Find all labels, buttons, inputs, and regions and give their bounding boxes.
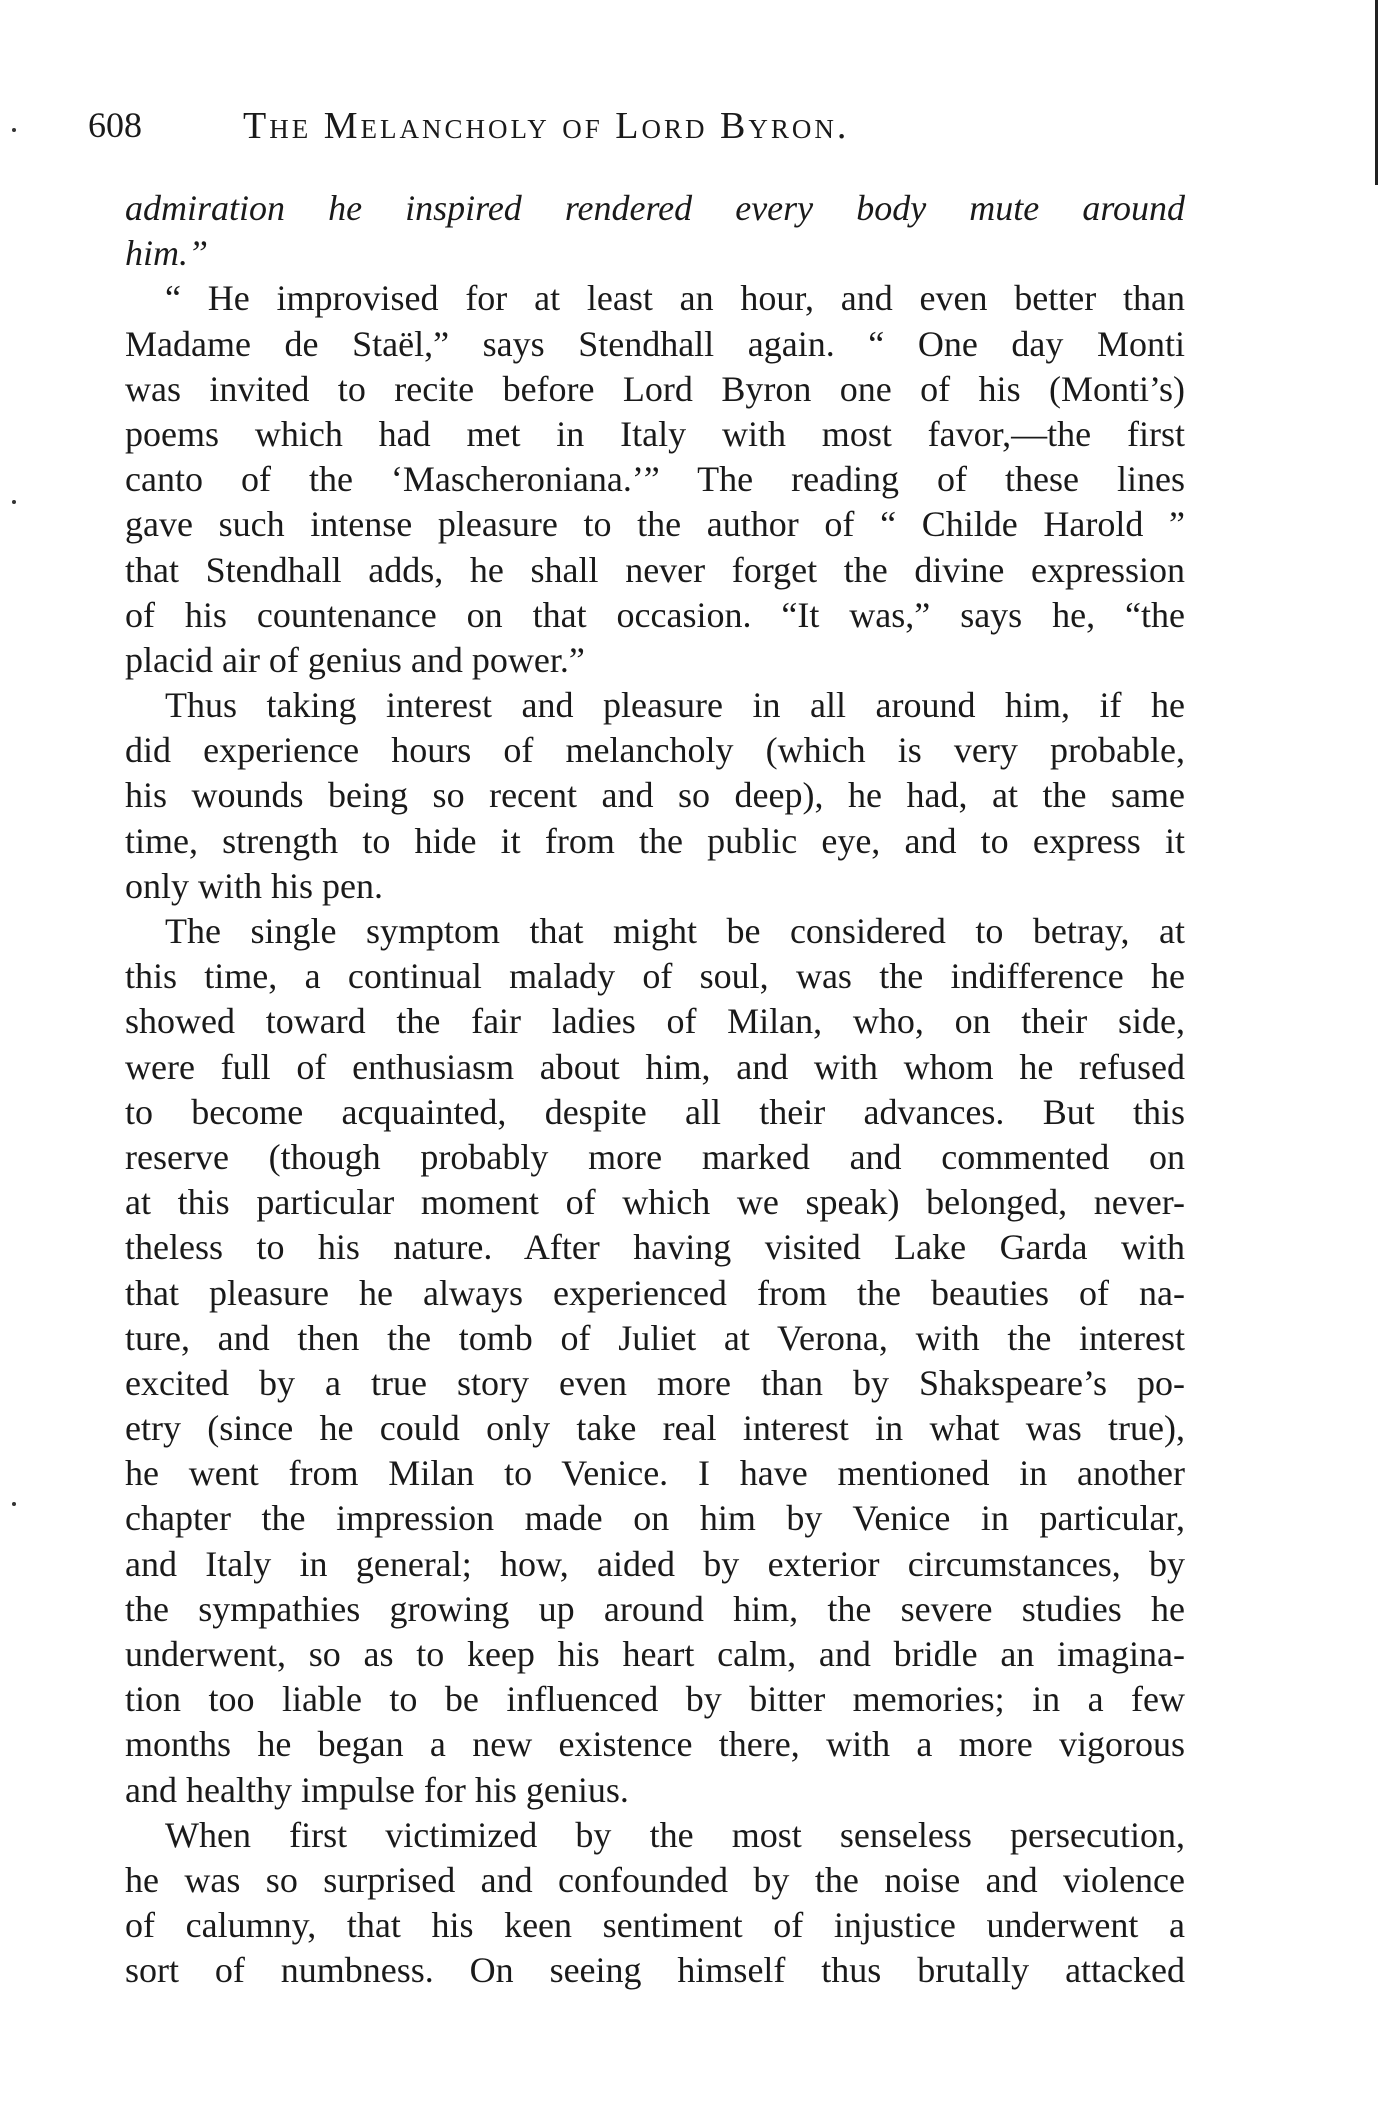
text-line: only with his pen. xyxy=(125,865,383,906)
text-line: admiration he inspired rendered every body mute around xyxy=(125,188,1185,228)
text-line: and Italy in general; how, aided by exterior circumstances, by xyxy=(125,1543,1185,1584)
text-line: poems which had met in Italy with most favor,—the first xyxy=(125,413,1185,454)
page-edge-rule xyxy=(1375,0,1378,185)
text-line: Madame de Staël,” says Stendhall again. “ One day Monti xyxy=(125,323,1185,364)
text-line: months he began a new existence there, with a more vigorous xyxy=(125,1724,1185,1765)
text-line: etry (since he could only take real interest in what was true), xyxy=(125,1408,1185,1449)
paragraph xyxy=(125,276,1185,683)
text-line: tion too liable to be influenced by bitter memories; in a few xyxy=(125,1679,1185,1720)
text-line: did experience hours of melancholy (which is very probable, xyxy=(125,730,1185,771)
paragraph xyxy=(125,186,1185,276)
text-line: to become acquainted, despite all their advances. But this xyxy=(125,1091,1185,1132)
paragraph xyxy=(125,1813,1185,1994)
text-line: showed toward the fair ladies of Milan, who, on their side, xyxy=(125,1001,1185,1042)
text-line: this time, a continual malady of soul, was the indifference he xyxy=(125,956,1185,997)
text-line: the sympathies growing up around him, the severe studies he xyxy=(125,1588,1185,1629)
text-line: sort of numbness. On seeing himself thus brutally attacked xyxy=(125,1950,1185,1991)
text-line: at this particular moment of which we speak) belonged, never- xyxy=(125,1182,1185,1223)
text-line: and healthy impulse for his genius. xyxy=(125,1769,629,1810)
text-line: were full of enthusiasm about him, and with whom he refused xyxy=(125,1046,1185,1087)
running-header xyxy=(88,104,1188,154)
scan-speck xyxy=(12,1502,16,1506)
text-line: he was so surprised and confounded by the noise and violence xyxy=(125,1859,1185,1900)
text-line: time, strength to hide it from the public eye, and to express it xyxy=(125,820,1185,861)
page-number: 608 xyxy=(88,105,142,145)
text-line: Thus taking interest and pleasure in all around him, if he xyxy=(165,685,1185,726)
text-line: excited by a true story even more than by Shakspeare’s po- xyxy=(125,1362,1185,1403)
text-line: ture, and then the tomb of Juliet at Verona, with the interest xyxy=(125,1317,1185,1358)
text-line: When first victimized by the most senseless persecution, xyxy=(165,1814,1185,1855)
running-title: The Melancholy of Lord Byron. xyxy=(243,105,850,147)
text-line: The single symptom that might be considered to betray, at xyxy=(165,911,1185,951)
text-line: chapter the impression made on him by Venice in particular, xyxy=(125,1498,1185,1539)
text-line: reserve (though probably more marked and commented on xyxy=(125,1136,1185,1177)
text-line: underwent, so as to keep his heart calm, and bridle an imagina- xyxy=(125,1634,1185,1674)
text-line: “ He improvised for at least an hour, and even better than xyxy=(165,278,1185,319)
text-line: him.” xyxy=(125,233,209,274)
scan-speck xyxy=(12,128,16,132)
text-line: he went from Milan to Venice. I have mentioned in another xyxy=(125,1453,1185,1494)
text-line: his wounds being so recent and so deep), he had, at the same xyxy=(125,775,1185,816)
text-line: that pleasure he always experienced from the beauties of na- xyxy=(125,1272,1185,1313)
text-line: of his countenance on that occasion. “It was,” says he, “the xyxy=(125,594,1185,635)
text-line: placid air of genius and power.” xyxy=(125,639,585,680)
text-line: was invited to recite before Lord Byron one of his (Monti’s) xyxy=(125,368,1185,409)
text-line: theless to his nature. After having visited Lake Garda with xyxy=(125,1227,1185,1268)
text-line: gave such intense pleasure to the author of “ Childe Harold ” xyxy=(125,504,1185,545)
text-line: canto of the ‘Mascheroniana.’” The reading of these lines xyxy=(125,459,1185,500)
text-line: that Stendhall adds, he shall never forget the divine expression xyxy=(125,549,1185,590)
scan-speck xyxy=(12,500,16,504)
paragraph xyxy=(125,683,1185,909)
page-body xyxy=(125,186,1185,1994)
text-line: of calumny, that his keen sentiment of injustice underwent a xyxy=(125,1905,1185,1946)
paragraph xyxy=(125,909,1185,1813)
